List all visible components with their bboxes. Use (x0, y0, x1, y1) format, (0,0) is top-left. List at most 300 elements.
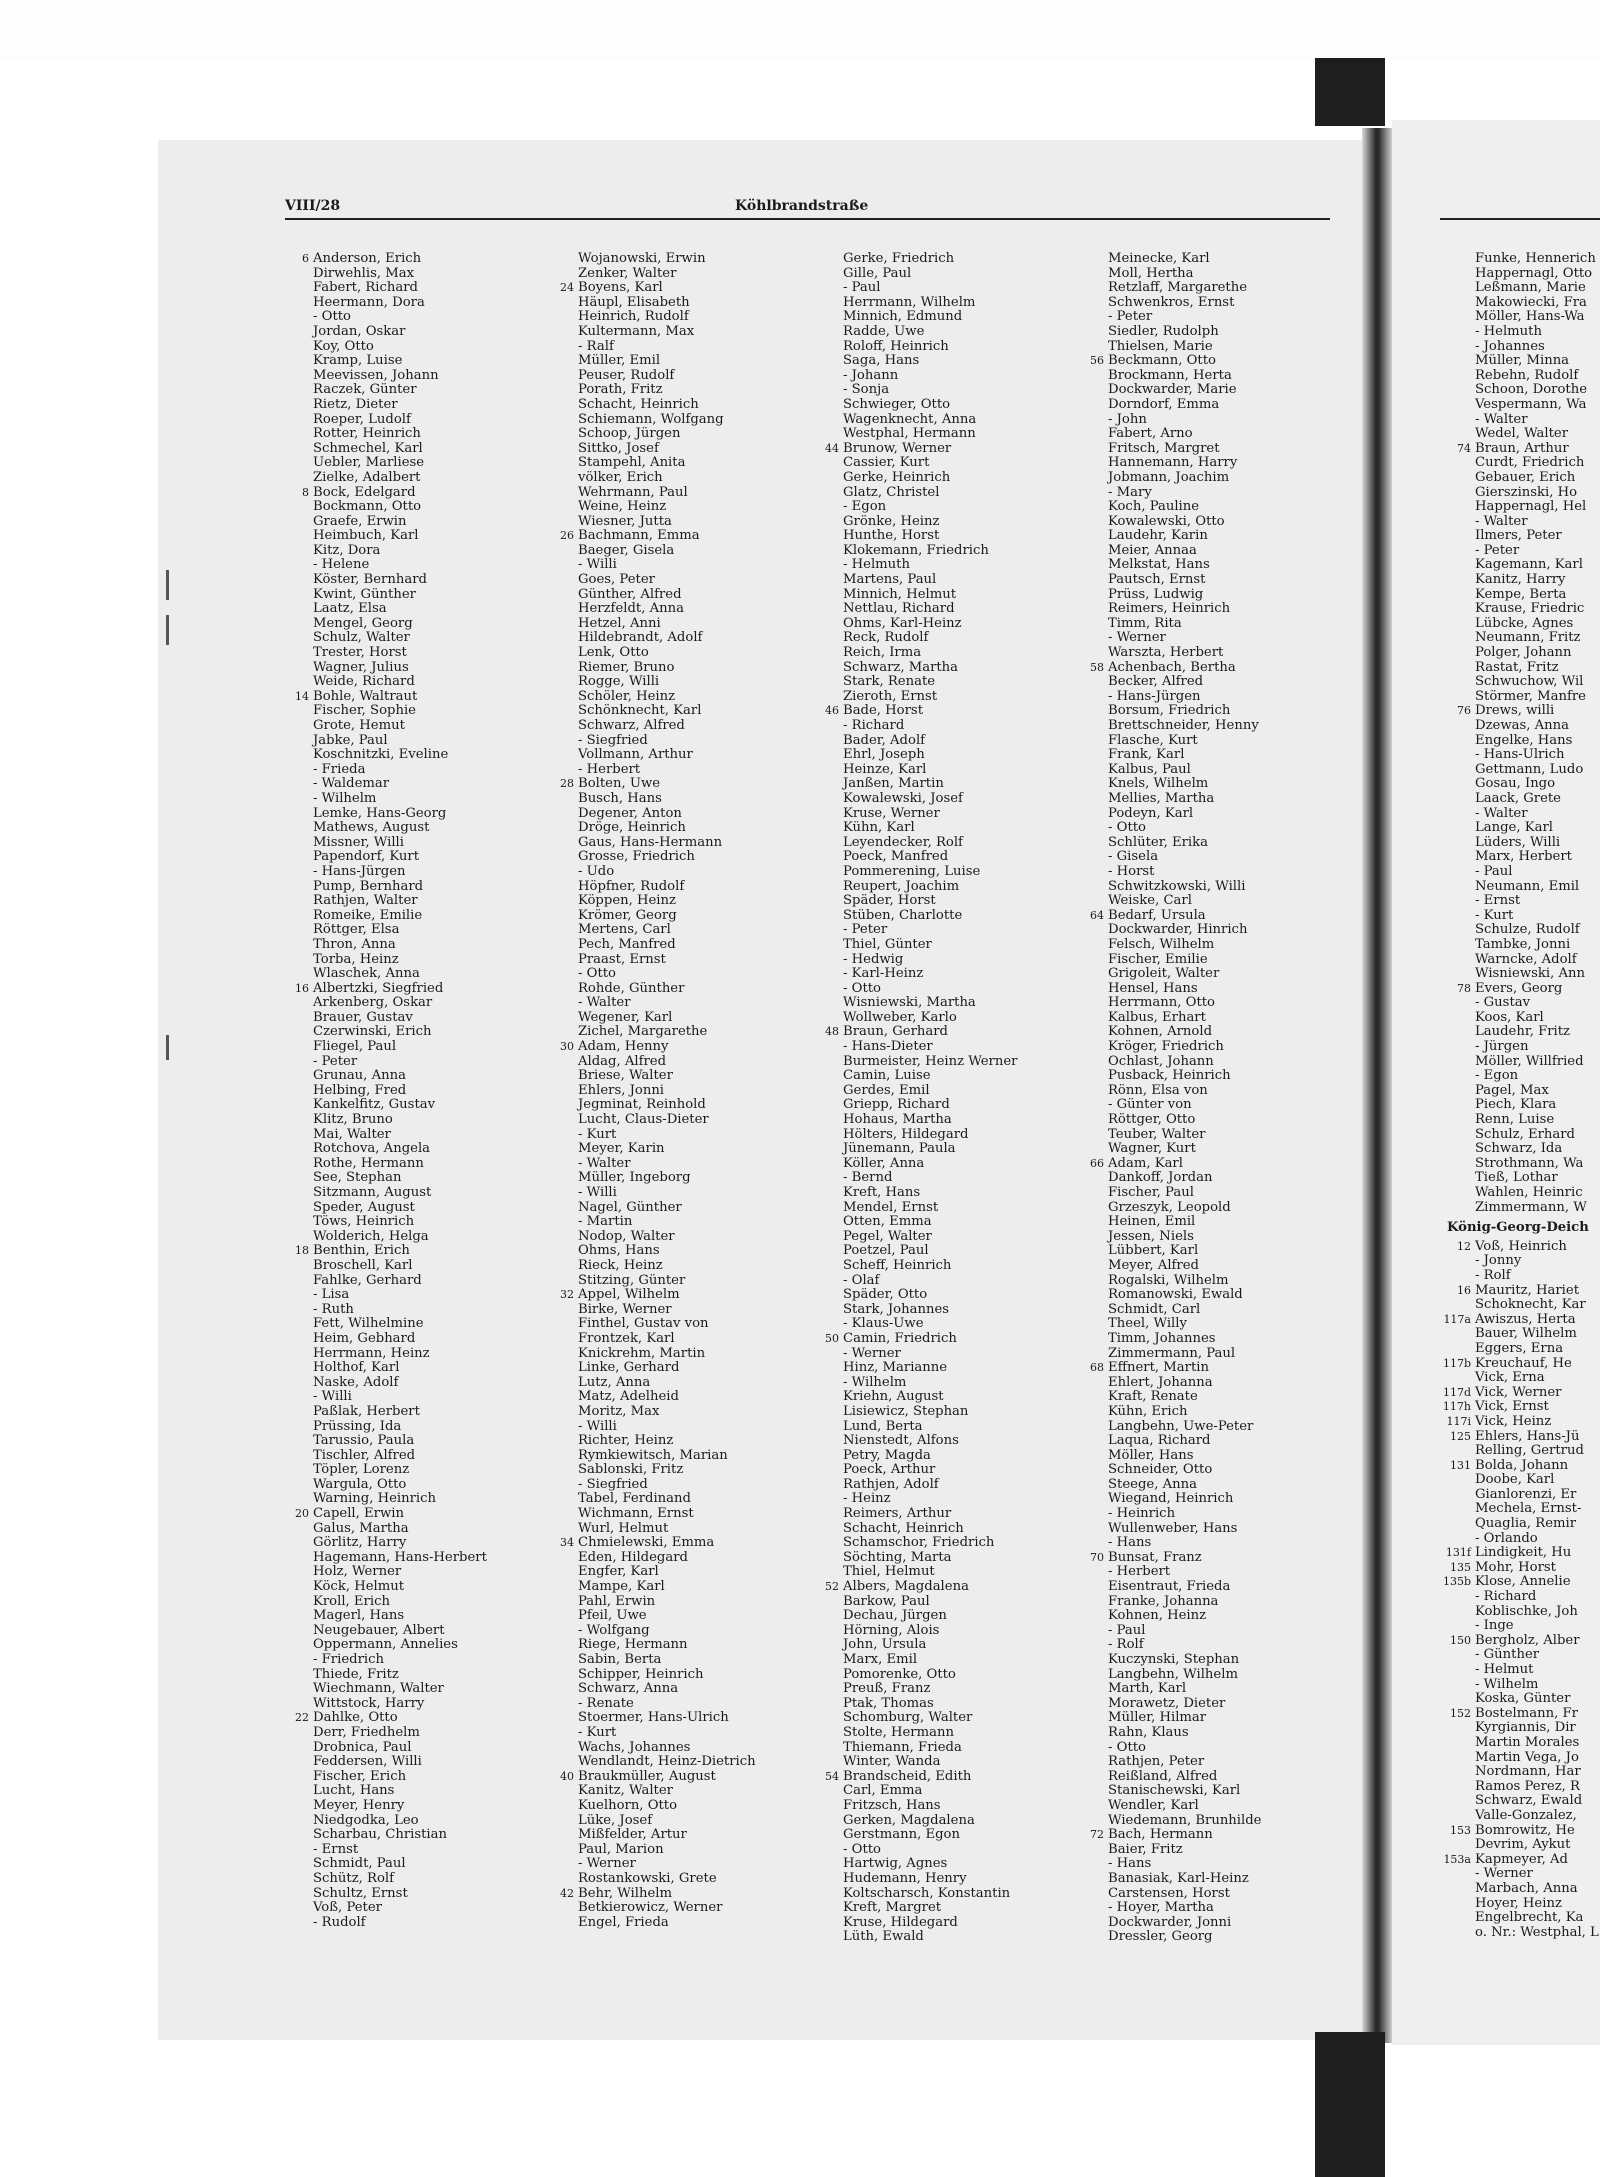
resident-name: Lund, Berta (843, 1418, 923, 1434)
resident-entry (843, 953, 1017, 968)
resident-name: Hensel, Hans (1108, 980, 1198, 996)
resident-entry (578, 1755, 756, 1770)
resident-entry (578, 894, 756, 909)
resident-name: Brockmann, Herta (1108, 367, 1232, 383)
resident-entry (1090, 1155, 1262, 1172)
resident-entry (295, 1506, 487, 1522)
resident-entry (843, 1288, 1017, 1303)
resident-entry (313, 1128, 487, 1143)
resident-entry (843, 398, 1017, 413)
resident-entry (843, 1463, 1017, 1478)
resident-name: Warning, Heinrich (313, 1491, 437, 1507)
resident-entry (1475, 1084, 1599, 1099)
resident-entry (1475, 281, 1599, 296)
resident-entry (1108, 427, 1262, 442)
resident-name: Behr, Wilhelm (578, 1885, 673, 1901)
resident-name: Pagel, Max (1475, 1082, 1549, 1098)
resident-name: Bohle, Waltraut (313, 688, 418, 704)
resident-entry (843, 1128, 1017, 1143)
resident-entry (843, 1084, 1017, 1099)
resident-name: Glatz, Christel (843, 484, 940, 500)
resident-name: Mathews, August (313, 820, 430, 836)
resident-name: Theel, Willy (1108, 1316, 1187, 1332)
resident-entry (1108, 1347, 1262, 1362)
resident-name: Minnich, Edmund (843, 309, 963, 325)
resident-name: Söchting, Marta (843, 1549, 952, 1565)
resident-name: Chmielewski, Emma (578, 1535, 715, 1551)
resident-name: Gille, Paul (843, 265, 912, 281)
resident-entry (578, 413, 756, 428)
resident-entry (1108, 1872, 1262, 1887)
header-rule (285, 218, 1330, 220)
resident-name: - Willi (313, 1389, 352, 1405)
resident-name: Ehlers, Hans-Jü (1475, 1428, 1580, 1444)
resident-entry (843, 471, 1017, 486)
resident-entry (578, 252, 756, 267)
resident-entry (1090, 1360, 1262, 1376)
resident-entry (1475, 1113, 1599, 1128)
resident-entry (1108, 456, 1262, 471)
resident-entry (1475, 661, 1599, 676)
resident-entry (843, 1799, 1017, 1814)
resident-name: Bomrowitz, He (1475, 1822, 1575, 1838)
resident-entry (843, 602, 1017, 617)
resident-name: Bade, Horst (843, 703, 923, 719)
resident-entry (313, 267, 487, 282)
resident-name: Dzewas, Anna (1475, 718, 1569, 733)
resident-name: Capell, Erwin (313, 1506, 404, 1522)
resident-entry (843, 1376, 1017, 1391)
resident-name: Wiesner, Jutta (578, 513, 672, 529)
resident-entry (313, 383, 487, 398)
resident-name: Thiede, Fritz (313, 1666, 399, 1682)
resident-name: Minnich, Helmut (843, 586, 957, 602)
house-number: 42 (560, 1886, 574, 1900)
house-number: 14 (295, 689, 309, 703)
resident-entry (843, 1434, 1017, 1449)
resident-entry (1475, 1867, 1599, 1882)
resident-entry (313, 1420, 487, 1435)
resident-entry (578, 340, 756, 355)
resident-name: Marx, Emil (843, 1652, 918, 1667)
resident-name: Bock, Edelgard (313, 484, 416, 500)
resident-name: Wisniewski, Ann (1475, 966, 1585, 982)
resident-name: - Otto (1108, 1739, 1146, 1755)
resident-entry (843, 1201, 1017, 1216)
resident-name: Relling, Gertrud (1475, 1443, 1584, 1459)
resident-name: Krause, Friedric (1475, 601, 1585, 617)
resident-entry (578, 617, 756, 632)
resident-entry (578, 909, 756, 924)
resident-name: Sittko, Josef (578, 440, 659, 456)
resident-name: Wiechmann, Walter (313, 1681, 444, 1697)
resident-entry (1108, 1317, 1262, 1332)
resident-name: Prüssing, Ida (313, 1418, 402, 1434)
resident-entry (1108, 880, 1262, 895)
resident-entry (1475, 748, 1599, 763)
resident-name: Lüders, Willi (1475, 834, 1561, 850)
resident-entry (825, 1330, 1017, 1347)
resident-entry (313, 1040, 487, 1055)
resident-name: Dechau, Jürgen (843, 1608, 947, 1624)
resident-entry (1108, 1405, 1262, 1420)
resident-entry (578, 515, 756, 530)
resident-name: Dockwarder, Marie (1108, 382, 1237, 398)
resident-name: Müller, Minna (1475, 353, 1570, 369)
resident-entry (1475, 836, 1599, 851)
resident-name: Magerl, Hans (313, 1608, 405, 1624)
resident-entry (843, 252, 1017, 267)
resident-name: Sabin, Berta (578, 1652, 662, 1667)
resident-name: Tarussio, Paula (313, 1433, 415, 1449)
resident-name: Rathjen, Adolf (843, 1476, 939, 1492)
resident-name: Westphal, Hermann (843, 426, 976, 442)
resident-name: - Heinz (843, 1491, 891, 1507)
resident-entry (313, 734, 487, 749)
resident-entry (578, 734, 756, 749)
resident-entry (1475, 340, 1599, 355)
resident-entry (578, 1711, 756, 1726)
resident-name: Gettmann, Ludo (1475, 761, 1584, 777)
resident-entry (843, 748, 1017, 763)
house-number: 48 (825, 1025, 839, 1039)
resident-name: Nodop, Walter (578, 1228, 675, 1244)
resident-name: Birke, Werner (578, 1301, 672, 1317)
resident-entry (578, 1230, 756, 1245)
resident-entry (1108, 1580, 1262, 1595)
resident-name: Fischer, Emilie (1108, 951, 1208, 967)
resident-name: Langbehn, Wilhelm (1108, 1666, 1238, 1682)
resident-name: Rathjen, Walter (313, 893, 418, 909)
resident-entry (1108, 296, 1262, 311)
resident-entry (843, 325, 1017, 340)
resident-name: - Ralf (578, 338, 614, 354)
resident-name: Carl, Emma (843, 1783, 923, 1799)
resident-entry (313, 369, 487, 384)
resident-entry (1108, 1784, 1262, 1799)
resident-name: Bauer, Wilhelm (1475, 1326, 1577, 1342)
house-number: 44 (825, 441, 839, 455)
resident-name: Betkierowicz, Werner (578, 1900, 723, 1916)
resident-entry (578, 310, 756, 325)
resident-name: Marbach, Anna (1475, 1880, 1578, 1896)
house-number: 117h (1442, 1400, 1471, 1414)
resident-name: - Walter (578, 995, 631, 1011)
resident-entry (1443, 1851, 1599, 1868)
resident-entry (313, 617, 487, 632)
resident-name: Fischer, Erich (313, 1768, 407, 1784)
resident-name: Fahlke, Gerhard (313, 1272, 422, 1288)
resident-name: Stüben, Charlotte (843, 907, 963, 923)
resident-name: Graefe, Erwin (313, 513, 407, 529)
resident-entry (843, 1697, 1017, 1712)
resident-name: Scheff, Heinrich (843, 1257, 952, 1273)
resident-entry (313, 1201, 487, 1216)
house-number: 117d (1442, 1385, 1471, 1399)
resident-name: Eisentraut, Frieda (1108, 1579, 1231, 1595)
resident-entry (1475, 719, 1599, 734)
resident-name: Wachs, Johannes (578, 1739, 691, 1755)
resident-name: Nienstedt, Alfons (843, 1433, 959, 1449)
resident-entry (1108, 821, 1262, 836)
resident-name: Jessen, Niels (1108, 1228, 1194, 1244)
resident-name: Zielke, Adalbert (313, 469, 421, 485)
resident-name: Kohnen, Heinz (1108, 1608, 1207, 1624)
resident-name: Awiszus, Herta (1475, 1311, 1576, 1327)
resident-entry (295, 688, 487, 705)
resident-name: Heimbuch, Karl (313, 528, 419, 544)
resident-name: Kapmeyer, Ad (1475, 1851, 1568, 1867)
resident-entry (1457, 980, 1599, 997)
resident-entry (578, 646, 756, 661)
resident-name: Meier, Annaa (1108, 542, 1197, 558)
resident-name: Rebehn, Rudolf (1475, 367, 1579, 383)
resident-entry (578, 1142, 756, 1157)
resident-entry (843, 573, 1017, 588)
resident-name: Roeper, Ludolf (313, 411, 411, 427)
resident-name: Franke, Johanna (1108, 1593, 1219, 1609)
resident-entry (1475, 456, 1599, 471)
resident-name: Prüss, Ludwig (1108, 586, 1204, 602)
resident-name: Piech, Klara (1475, 1097, 1557, 1113)
resident-entry (1475, 1502, 1599, 1517)
resident-name: - Olaf (843, 1272, 880, 1288)
resident-name: Lüth, Ewald (843, 1929, 924, 1945)
resident-entry (843, 1624, 1017, 1639)
resident-name: Krömer, Georg (578, 907, 677, 923)
resident-name: - Paul (1475, 863, 1513, 879)
resident-entry (1475, 369, 1599, 384)
resident-entry (1108, 1025, 1262, 1040)
resident-entry (1475, 588, 1599, 603)
resident-name: Meinecke, Karl (1108, 251, 1210, 266)
resident-entry (1475, 1186, 1599, 1201)
resident-name: Rotchova, Angela (313, 1141, 431, 1157)
resident-name: - Herbert (578, 761, 641, 777)
resident-name: - Hans (1108, 1535, 1152, 1551)
resident-entry (313, 1887, 487, 1902)
resident-name: Roloff, Heinrich (843, 338, 949, 354)
resident-entry (313, 719, 487, 734)
resident-entry (1475, 1517, 1599, 1532)
resident-name: Stolte, Hermann (843, 1724, 954, 1740)
resident-name: Kreft, Margret (843, 1900, 942, 1916)
resident-entry (1475, 427, 1599, 442)
resident-entry (313, 471, 487, 486)
resident-entry (825, 1579, 1017, 1595)
resident-name: Otten, Emma (843, 1214, 932, 1230)
resident-name: Rönn, Elsa von (1108, 1082, 1208, 1098)
resident-entry (1475, 646, 1599, 661)
resident-name: Stark, Renate (843, 674, 936, 690)
resident-entry (313, 1726, 487, 1741)
resident-name: Dockwarder, Jonni (1108, 1914, 1232, 1930)
resident-name: Klose, Annelie (1475, 1574, 1571, 1590)
resident-name: Felsch, Wilhelm (1108, 936, 1215, 952)
resident-entry (313, 340, 487, 355)
resident-name: Effnert, Martin (1108, 1360, 1209, 1376)
resident-name: Kowalewski, Otto (1108, 513, 1225, 529)
resident-name: Kraft, Renate (1108, 1389, 1198, 1405)
resident-name: Wurl, Helmut (578, 1520, 669, 1536)
resident-name: Bockmann, Otto (313, 499, 422, 515)
resident-name: Wiedemann, Brunhilde (1108, 1812, 1262, 1828)
house-number: 40 (560, 1769, 574, 1783)
resident-entry (843, 310, 1017, 325)
resident-entry (843, 369, 1017, 384)
resident-entry (1475, 1040, 1599, 1055)
resident-entry (578, 1741, 756, 1756)
resident-entry (560, 1287, 756, 1303)
resident-name: - Paul (1108, 1622, 1146, 1638)
resident-name: Lemke, Hans-Georg (313, 805, 447, 821)
resident-entry (313, 1653, 487, 1668)
resident-name: Kramp, Luise (313, 353, 403, 369)
resident-name: Zimmermann, W (1475, 1199, 1587, 1215)
resident-entry (313, 1828, 487, 1843)
resident-entry (1108, 690, 1262, 705)
resident-entry (843, 1609, 1017, 1624)
resident-name: - Otto (578, 966, 616, 982)
resident-name: John, Ursula (843, 1637, 927, 1653)
resident-entry (578, 763, 756, 778)
resident-entry (1457, 703, 1599, 719)
resident-name: - Mary (1108, 484, 1152, 500)
resident-entry (1108, 734, 1262, 749)
resident-entry (843, 719, 1017, 734)
resident-entry (1108, 1230, 1262, 1245)
resident-name: Lübbert, Karl (1108, 1243, 1199, 1259)
resident-entry (560, 1885, 756, 1902)
resident-name: Gaus, Hans-Hermann (578, 834, 723, 850)
resident-entry (843, 1595, 1017, 1610)
house-number: 117i (1446, 1414, 1471, 1428)
resident-entry (313, 938, 487, 953)
resident-entry (578, 1784, 756, 1799)
resident-name: Hölters, Hildegard (843, 1126, 969, 1142)
house-number: 22 (295, 1711, 309, 1725)
resident-name: Helbing, Fred (313, 1082, 407, 1098)
resident-entry (1475, 1780, 1599, 1795)
resident-entry (1108, 558, 1262, 573)
resident-name: - Hans (1108, 1856, 1152, 1872)
house-number: 125 (1450, 1429, 1471, 1443)
resident-entry (578, 427, 756, 442)
resident-name: - Willi (578, 1185, 617, 1200)
resident-entry (578, 1872, 756, 1887)
resident-entry (843, 529, 1017, 544)
resident-name: Porath, Fritz (578, 382, 663, 398)
resident-name: Moll, Hertha (1108, 265, 1194, 281)
resident-name: - Hans-Dieter (843, 1039, 933, 1055)
resident-name: Praast, Ernst (578, 951, 666, 967)
resident-name: Pautsch, Ernst (1108, 572, 1206, 588)
resident-name: Zimmermann, Paul (1108, 1345, 1236, 1361)
resident-name: Kroll, Erich (313, 1593, 390, 1609)
resident-entry (578, 1638, 756, 1653)
resident-entry (1108, 1449, 1262, 1464)
resident-entry (1108, 923, 1262, 938)
resident-entry (313, 1113, 487, 1128)
resident-entry (578, 1507, 756, 1522)
resident-name: Wendler, Karl (1108, 1797, 1199, 1813)
resident-entry (843, 456, 1017, 471)
resident-entry (313, 953, 487, 968)
resident-entry (843, 1157, 1017, 1172)
resident-entry (843, 1551, 1017, 1566)
resident-entry (843, 1011, 1017, 1026)
resident-name: Niedgodka, Leo (313, 1812, 419, 1828)
resident-entry (1108, 588, 1262, 603)
resident-name: Weiske, Carl (1108, 893, 1192, 909)
resident-entry (1108, 1697, 1262, 1712)
resident-entry (302, 251, 487, 267)
resident-name: Happernagl, Otto (1475, 265, 1593, 281)
resident-entry (825, 1768, 1017, 1785)
resident-name: Ramos Perez, R (1475, 1778, 1580, 1794)
resident-name: Frank, Karl (1108, 747, 1185, 763)
resident-entry (1475, 1157, 1599, 1172)
resident-name: Voß, Peter (313, 1900, 382, 1916)
resident-entry (1475, 953, 1599, 968)
resident-entry (843, 996, 1017, 1011)
resident-name: Voß, Heinrich (1475, 1238, 1567, 1254)
resident-name: Paßlak, Herbert (313, 1403, 420, 1419)
resident-name: Hannemann, Harry (1108, 455, 1238, 471)
resident-name: Makowiecki, Fra (1475, 294, 1587, 310)
resident-name: Schultz, Ernst (313, 1885, 408, 1901)
resident-name: - Hoyer, Martha (1108, 1900, 1214, 1916)
resident-name: Albertzki, Siegfried (313, 980, 444, 996)
resident-name: Eggers, Erna (1475, 1340, 1564, 1356)
resident-name: - Helene (313, 557, 370, 573)
street-title: Köhlbrandstraße (735, 198, 869, 214)
resident-name: Quaglia, Remir (1475, 1516, 1577, 1532)
resident-entry (313, 1843, 487, 1858)
resident-entry (1108, 836, 1262, 851)
page-number: VIII/28 (285, 198, 341, 214)
resident-name: Koch, Pauline (1108, 499, 1200, 515)
resident-name: Saga, Hans (843, 353, 920, 369)
resident-entry (578, 1011, 756, 1026)
resident-entry (313, 573, 487, 588)
resident-entry (578, 442, 756, 457)
resident-name: Laudehr, Karin (1108, 528, 1208, 544)
resident-entry (1475, 1692, 1599, 1707)
resident-name: Timm, Johannes (1108, 1330, 1216, 1346)
resident-name: - Werner (1475, 1866, 1533, 1882)
resident-entry (1475, 1838, 1599, 1853)
resident-name: Rohde, Günther (578, 980, 685, 996)
resident-entry (1108, 1755, 1262, 1770)
resident-name: Herrmann, Wilhelm (843, 294, 976, 310)
resident-name: Ehlers, Jonni (578, 1082, 665, 1098)
resident-name: Grzeszyk, Leopold (1108, 1199, 1231, 1215)
resident-name: Wiegand, Heinrich (1108, 1491, 1234, 1507)
resident-name: Preuß, Franz (843, 1681, 931, 1697)
resident-name: Mendel, Ernst (843, 1199, 939, 1215)
resident-entry (313, 1157, 487, 1172)
resident-entry (1108, 996, 1262, 1011)
resident-name: Anderson, Erich (313, 251, 422, 266)
resident-name: Grigoleit, Walter (1108, 966, 1220, 982)
resident-name: Stanischewski, Karl (1108, 1783, 1241, 1799)
resident-name: Hartwig, Agnes (843, 1856, 948, 1872)
resident-entry (1475, 310, 1599, 325)
resident-name: Kuelhorn, Otto (578, 1797, 678, 1813)
resident-name: Bolda, Johann (1475, 1457, 1569, 1473)
resident-entry (1475, 325, 1599, 340)
